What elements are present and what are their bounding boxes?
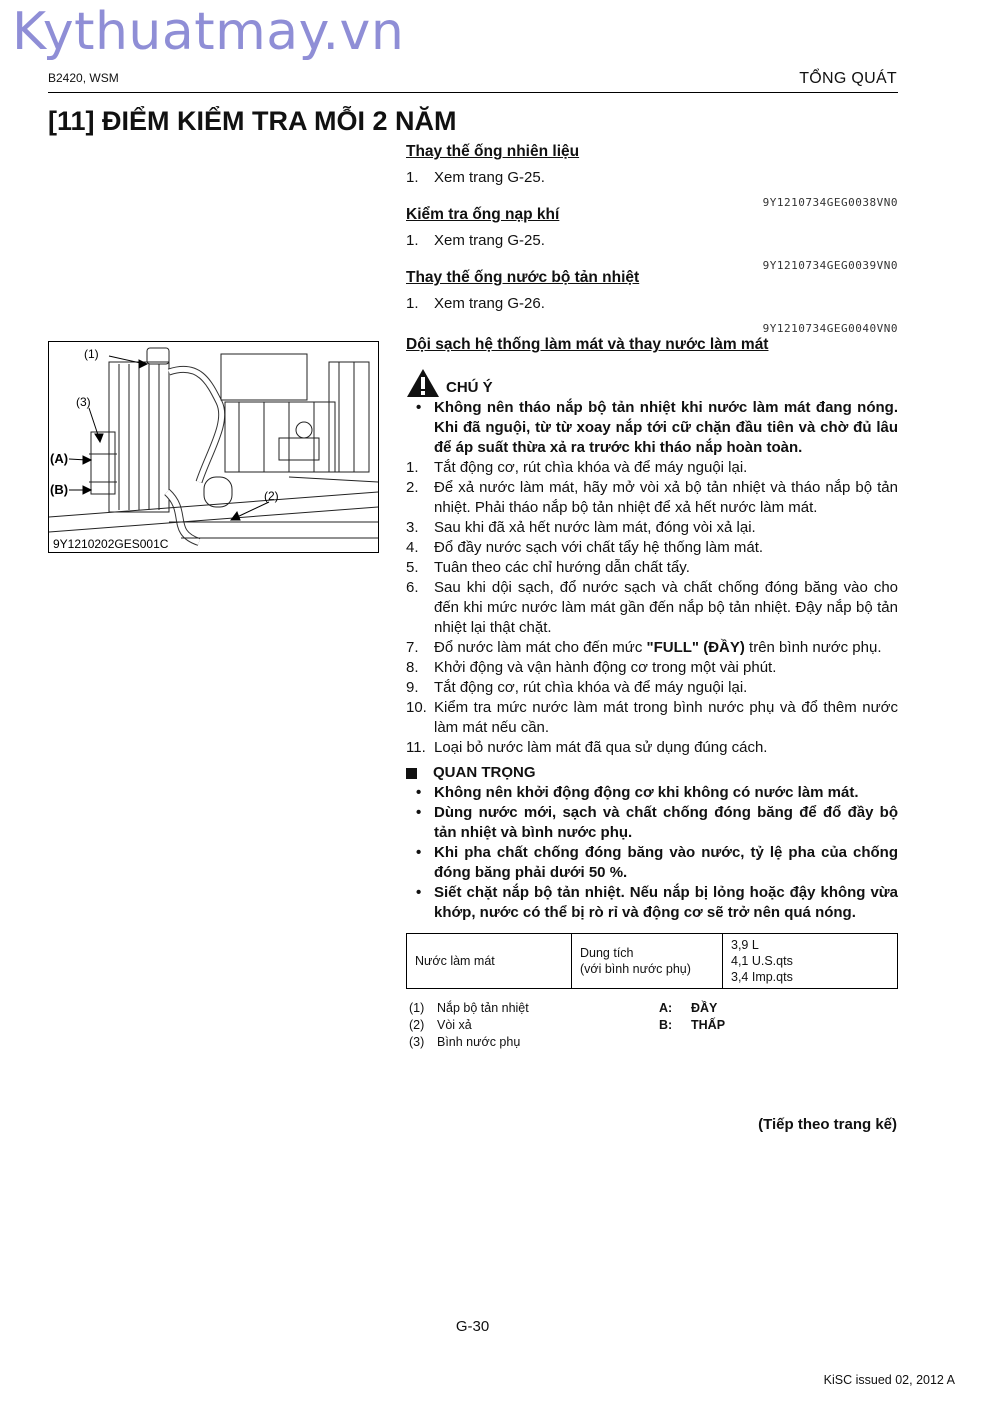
important-bullet [406, 843, 898, 883]
section-title: Kiểm tra ống nạp khí [406, 206, 560, 223]
step-item [406, 518, 898, 538]
callout-a: (A) [50, 451, 69, 466]
step-item [406, 558, 898, 578]
figure-code: 9Y1210202GES001C [53, 537, 169, 551]
bullet-text: Khi pha chất chống đóng băng vào nước, tỷ lệ pha của chống đóng băng phải dưới 50 %. [434, 844, 898, 881]
step-number: 11. [406, 739, 426, 756]
legend-text: Nắp bộ tản nhiệt [437, 1001, 529, 1015]
step-text: Xem trang G-25. [434, 232, 545, 249]
section-title: Thay thế ống nước bộ tản nhiệt [406, 269, 640, 286]
step-text: Loại bỏ nước làm mát đã qua sử dụng đúng cách. [434, 739, 768, 756]
legend-key: A: [659, 1001, 673, 1015]
section-intake-hose [406, 205, 898, 276]
warning-icon [406, 368, 440, 398]
callout-b: (B) [50, 482, 69, 497]
step-text: Để xả nước làm mát, hãy mở vòi xả bộ tản nhiệt và tháo nắp bộ tản nhiệt. Phải tháo nắp bộ tản nhiệt để xả hết nước làm mát. [434, 479, 898, 516]
legend-num: (2) [409, 1018, 425, 1032]
step-item [406, 168, 898, 188]
header-divider [48, 92, 898, 93]
step-number: 10. [406, 699, 427, 716]
important-bullet [406, 803, 898, 843]
important-bullet [406, 783, 898, 803]
step-number: 2. [406, 479, 419, 496]
callout-1: (1) [84, 347, 99, 361]
bullet-text: Dùng nước mới, sạch và chất chống đóng băng để đổ đầy bộ tản nhiệt và bình nước phụ. [434, 804, 898, 841]
spec-label-line: (với bình nước phụ) [580, 962, 691, 976]
step-text-pre: Đổ nước làm mát cho đến mức [434, 639, 647, 656]
legend-row [406, 1017, 898, 1034]
step-text: Kiểm tra mức nước làm mát trong bình nước phụ và đổ thêm nước làm mát nếu cần. [434, 699, 898, 736]
spec-label-line: Dung tích [580, 946, 634, 960]
step-item [406, 658, 898, 678]
doc-code: 9Y1210734GEG0039VN0 [762, 259, 898, 272]
engine-drawing [49, 342, 378, 552]
reserve-tank-shape [91, 432, 115, 494]
step-number: 4. [406, 539, 419, 556]
important-bullet [406, 883, 898, 923]
step-text-bold: "FULL" (ĐẦY) [646, 639, 745, 656]
step-text-post: trên bình nước phụ. [744, 639, 882, 656]
bullet-dot: • [416, 399, 422, 416]
step-text: Tắt động cơ, rút chìa khóa và để máy nguội lại. [434, 679, 748, 696]
section-radiator-hose [406, 268, 898, 339]
step-number: 1. [406, 459, 419, 476]
legend-num: (1) [409, 1001, 425, 1015]
spec-value: 3,9 L [731, 938, 759, 952]
step-item [406, 294, 898, 314]
legend-row [406, 1034, 898, 1051]
step-text: Sau khi dội sạch, đổ nước sạch và chất chống đóng băng vào cho đến khi mức nước làm mát gần đến nắp bộ tản nhiệt. Đậy nắp bộ tản nhiệt lại thật chặt. [434, 579, 898, 636]
step-text: Tắt động cơ, rút chìa khóa và để máy nguội lại. [434, 459, 748, 476]
legend-key: B: [659, 1018, 673, 1032]
step-number: 1. [406, 169, 419, 186]
step-number: 7. [406, 639, 419, 656]
spec-value: 4,1 U.S.qts [731, 954, 793, 968]
step-item [406, 638, 898, 658]
step-number: 3. [406, 519, 419, 536]
procedure-steps [406, 458, 898, 758]
spec-label-cell [572, 934, 723, 989]
figure-legend [406, 1000, 898, 1051]
step-item [406, 538, 898, 558]
section-title: Dội sạch hệ thống làm mát và thay nước làm mát [406, 336, 769, 353]
step-text: Khởi động và vận hành động cơ trong một vài phút. [434, 659, 777, 676]
legend-text: Bình nước phụ [437, 1035, 521, 1049]
spec-value: 3,4 Imp.qts [731, 970, 793, 984]
step-text: Tuân theo các chỉ hướng dẫn chất tẩy. [434, 559, 690, 576]
legend-value: THẤP [691, 1018, 726, 1032]
important-square-icon [406, 768, 417, 779]
section-fuel-hose [406, 142, 898, 213]
important-label: QUAN TRỌNG [433, 764, 536, 781]
step-item [406, 698, 898, 738]
callout-2: (2) [264, 489, 279, 503]
caution-heading [406, 368, 898, 398]
important-heading [406, 763, 898, 783]
step-item [406, 678, 898, 698]
step-text: Xem trang G-26. [434, 295, 545, 312]
step-text: Sau khi đã xả hết nước làm mát, đóng vòi xả lại. [434, 519, 756, 536]
header-section: TỔNG QUÁT [799, 70, 897, 87]
step-number: 6. [406, 579, 419, 596]
bullet-text: Không nên khởi động động cơ khi không có nước làm mát. [434, 784, 859, 801]
bullet-text: Không nên tháo nắp bộ tản nhiệt khi nước làm mát đang nóng. Khi đã nguội, từ từ xoay nắp tới cữ chặn đầu tiên và chờ đủ lâu để áp suất thừa xả ra trước khi tháo nắp hoàn toàn. [434, 399, 898, 456]
bullet-dot: • [416, 844, 422, 861]
page-number: G-30 [455, 1318, 490, 1335]
step-number: 1. [406, 295, 419, 312]
continued-note: (Tiếp theo trang kế) [758, 1116, 897, 1133]
spec-item-cell: Nước làm mát [407, 934, 572, 989]
caution-label: CHÚ Ý [446, 379, 493, 396]
section-coolant-flush [406, 335, 898, 1051]
legend-value: ĐẦY [691, 1001, 718, 1015]
section-title: Thay thế ống nhiên liệu [406, 143, 580, 160]
page-title: [11] ĐIỂM KIỂM TRA MỖI 2 NĂM [48, 106, 457, 136]
doc-code: 9Y1210734GEG0040VN0 [762, 322, 898, 335]
legend-row [406, 1000, 898, 1017]
step-item [406, 231, 898, 251]
step-item [406, 578, 898, 638]
watermark: Kythuatmay.vn [12, 2, 405, 62]
step-text: Xem trang G-25. [434, 169, 545, 186]
spec-table [406, 933, 898, 989]
bullet-dot: • [416, 804, 422, 821]
caution-bullet [406, 398, 898, 458]
doc-code: 9Y1210734GEG0038VN0 [762, 196, 898, 209]
bullet-text: Siết chặt nắp bộ tản nhiệt. Nếu nắp bị lỏng hoặc đậy không vừa khớp, nước có thể bị rò rỉ và động cơ sẽ trở nên quá nóng. [434, 884, 898, 921]
spec-value-cell [723, 934, 898, 989]
engine-figure [48, 341, 379, 553]
step-number: 9. [406, 679, 419, 696]
step-item [406, 738, 898, 758]
callout-3: (3) [76, 395, 91, 409]
step-number: 5. [406, 559, 419, 576]
step-item [406, 458, 898, 478]
legend-text: Vòi xả [437, 1018, 472, 1032]
bullet-dot: • [416, 784, 422, 801]
table-row [407, 934, 898, 989]
legend-num: (3) [409, 1035, 425, 1049]
step-item [406, 478, 898, 518]
step-number: 8. [406, 659, 419, 676]
step-number: 1. [406, 232, 419, 249]
step-text: Đổ đầy nước sạch với chất tẩy hệ thống làm mát. [434, 539, 764, 556]
header-model: B2420, WSM [48, 71, 119, 85]
bullet-dot: • [416, 884, 422, 901]
issued-note: KiSC issued 02, 2012 A [823, 1373, 955, 1387]
